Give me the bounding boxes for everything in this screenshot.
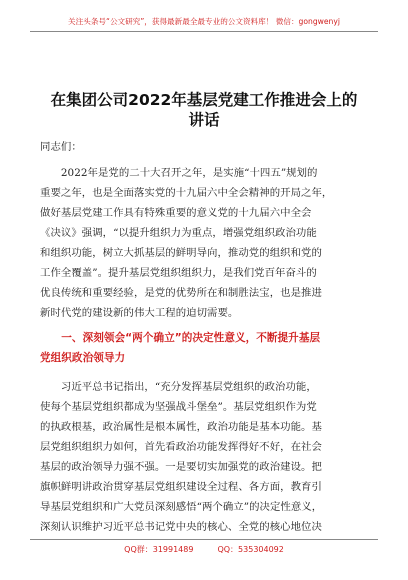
paragraph-line: 使每个基层党组织都成为坚强战斗堡垒”。基层党组织作为党: [40, 401, 317, 413]
paragraph-line: 新时代党的建设新的伟大工程的迫切需要。: [40, 307, 239, 319]
paragraph-line: 导基层党组织和广大党员深刻感悟“两个确立”的决定性意义，: [40, 501, 323, 513]
paragraph-line: 做好基层党建工作具有特殊重要的意义党的十九届六中全会: [40, 207, 312, 219]
page-footer-contact: QQ群：31991489 QQ：535304092: [124, 545, 284, 554]
header-divider: [30, 31, 378, 32]
document-title-line-2: 讲话: [188, 111, 220, 129]
document-title-line-1: 在集团公司2022年基层党建工作推进会上的: [50, 91, 358, 109]
paragraph-line: 和组织功能，树立大抓基层的鲜明导向，推动党的组织和党的: [40, 247, 322, 259]
paragraph-line: 优良传统和重要经验，是党的优势所在和制胜法宝，也是推进: [40, 287, 322, 299]
paragraph-line: 深刻认识维护习近平总书记党中央的核心、全党的核心地位决: [40, 521, 322, 533]
section-heading-line-1: 一、深刻领会“两个确立”的决定性意义，不断提升基层: [40, 332, 321, 344]
paragraph-line: 重要之年，也是全面落实党的十九届六中全会精神的开局之年，: [40, 187, 333, 199]
paragraph-line: 的执政根基，政治属性是根本属性，政治功能是基本功能。基: [40, 421, 322, 433]
section-heading-line-2: 党组织政治领导力: [40, 352, 126, 364]
paragraph-line: 工作全覆盖”。提升基层党组织组织力，是我们党百年奋斗的: [40, 267, 317, 279]
paragraph-line: 层党组织组织力如何，首先看政治功能发挥得好不好，在社会: [40, 441, 322, 453]
paragraph-line: 习近平总书记指出，“充分发挥基层党组织的政治功能，: [40, 381, 317, 393]
page-header-promo: 关注头条号“公文研究”，获得最新最全最专业的公文资料库！ 微信：gongwenyj: [68, 17, 340, 26]
paragraph-line: 《决议》强调，“以提升组织力为重点，增强党组织政治功能: [40, 227, 317, 239]
salutation: 同志们：: [40, 141, 82, 153]
footer-divider: [30, 539, 378, 540]
paragraph-line: 旗帜鲜明讲政治贯穿基层党组织建设全过程、各方面，教育引: [40, 481, 322, 493]
paragraph-line: 基层的政治领导力强不强。一是要切实加强党的政治建设。把: [40, 461, 322, 473]
paragraph-line: 2022年是党的二十大召开之年，是实施“十四五”规划的: [40, 167, 318, 179]
